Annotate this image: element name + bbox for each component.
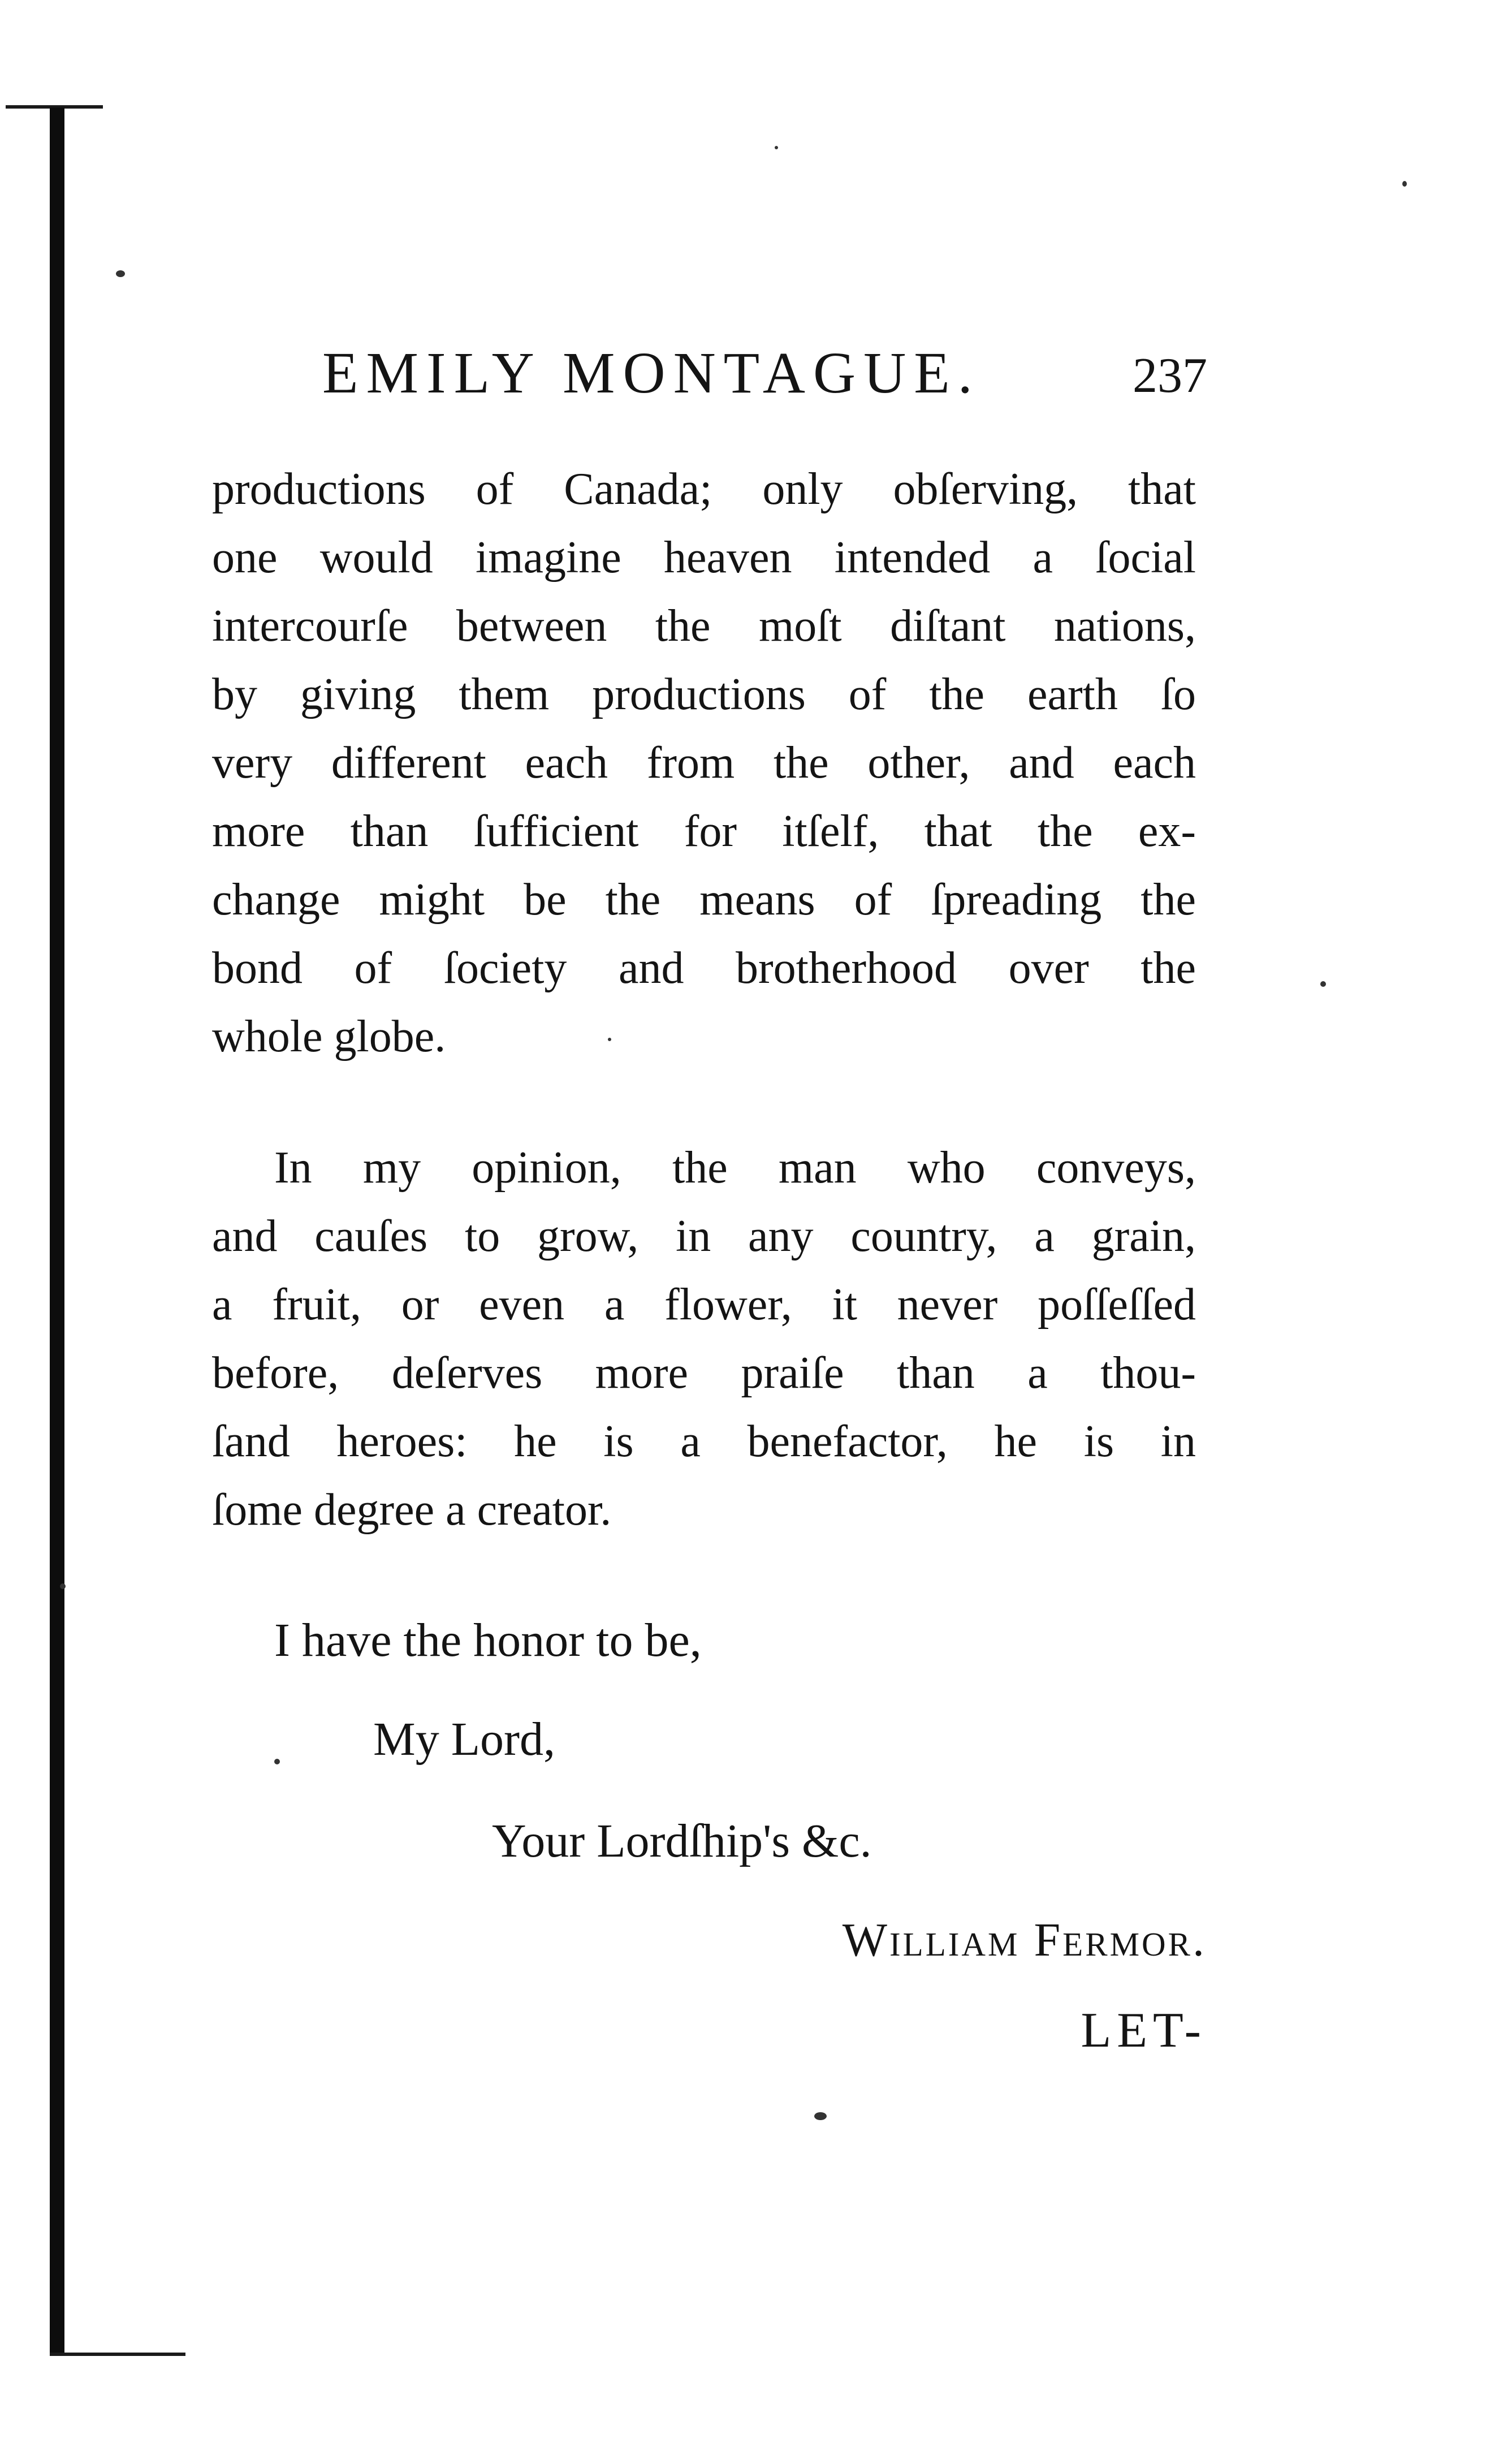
text-line: by giving them productions of the earth ſo	[212, 670, 1196, 719]
ink-speck	[116, 270, 125, 277]
page-number: 237	[1133, 348, 1207, 403]
text-line: before, deſerves more praiſe than a thou-	[212, 1348, 1196, 1398]
valediction-line: Your Lordſhip's &c.	[492, 1815, 872, 1867]
catchword: LET-	[1081, 2003, 1207, 2058]
text-line: intercourſe between the moſt diſtant nations,	[212, 601, 1196, 651]
text-line: more than ſufficient for itſelf, that the ex-	[212, 806, 1196, 856]
text-line: a fruit, or even a flower, it never poſſeſſed	[212, 1280, 1196, 1330]
text-line: bond of ſociety and brotherhood over the	[212, 943, 1196, 993]
text-line: one would imagine heaven intended a ſocial	[212, 533, 1196, 582]
ink-speck	[1402, 181, 1407, 187]
text-line: In my opinion, the man who conveys,	[274, 1143, 1196, 1193]
paragraph	[212, 1134, 1196, 1544]
ink-speck	[814, 2112, 827, 2120]
binding-edge-bottom	[50, 2353, 185, 2356]
text-line: change might be the means of ſpreading the	[212, 875, 1196, 925]
running-header	[212, 339, 1207, 407]
closing-line: I have the honor to be,	[274, 1614, 702, 1667]
signature: William Fermor.	[842, 1914, 1207, 1966]
ink-speck	[60, 1583, 66, 1589]
ink-speck	[274, 1759, 280, 1764]
ink-speck	[1320, 981, 1326, 987]
paragraph	[212, 455, 1196, 1071]
ink-speck	[775, 146, 778, 149]
text-line: and cauſes to grow, in any country, a grain,	[212, 1211, 1196, 1261]
salutation-line: My Lord,	[373, 1713, 555, 1766]
text-line: very different each from the other, and each	[212, 738, 1196, 788]
binding-edge	[50, 107, 64, 2355]
text-line: whole globe.	[212, 1012, 446, 1061]
text-line: productions of Canada; only obſerving, that	[212, 464, 1196, 514]
running-title: EMILY MONTAGUE.	[322, 340, 980, 405]
text-line: ſome degree a creator.	[212, 1485, 612, 1535]
text-line: ſand heroes: he is a benefactor, he is in	[212, 1417, 1196, 1466]
